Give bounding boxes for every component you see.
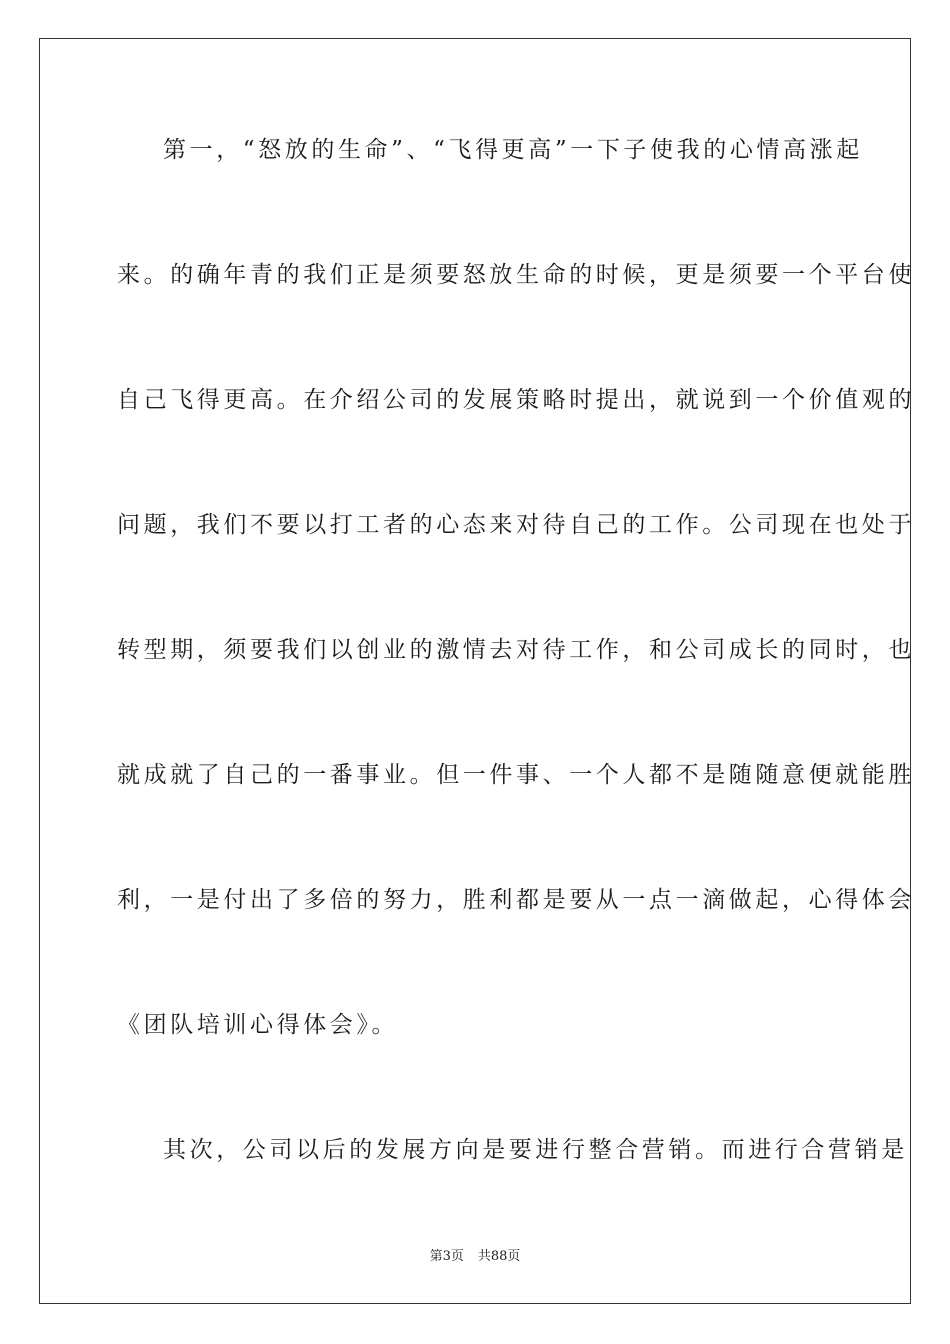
page-footer	[0, 1248, 950, 1266]
paragraph-1-line-6: 就成就了自己的一番事业。但一件事、一个人都不是随随意便就能胜	[117, 762, 915, 788]
paragraph-1-line-1: 第一，“怒放的生命”、“飞得更高”一下子使我的心情高涨起	[163, 137, 863, 163]
paragraph-1-line-8: 《团队培训心得体会》。	[117, 1012, 399, 1038]
paragraph-1-line-4: 问题，我们不要以打工者的心态来对待自己的工作。公司现在也处于	[117, 512, 915, 538]
paragraph-1-line-2: 来。的确年青的我们正是须要怒放生命的时候，更是须要一个平台使	[117, 262, 915, 288]
paragraph-1-line-7: 利，一是付出了多倍的努力，胜利都是要从一点一滴做起，心得体会	[117, 887, 915, 913]
paragraph-1-line-3: 自己飞得更高。在介绍公司的发展策略时提出，就说到一个价值观的	[117, 387, 915, 413]
paragraph-1-line-5: 转型期，须要我们以创业的激情去对待工作，和公司成长的同时，也	[117, 637, 915, 663]
page-border	[39, 38, 915, 1304]
paragraph-2-line-1: 其次，公司以后的发展方向是要进行整合营销。而进行合营销是	[163, 1137, 908, 1163]
page-number: 第3页	[429, 1249, 464, 1264]
page-total: 共88页	[477, 1249, 521, 1264]
